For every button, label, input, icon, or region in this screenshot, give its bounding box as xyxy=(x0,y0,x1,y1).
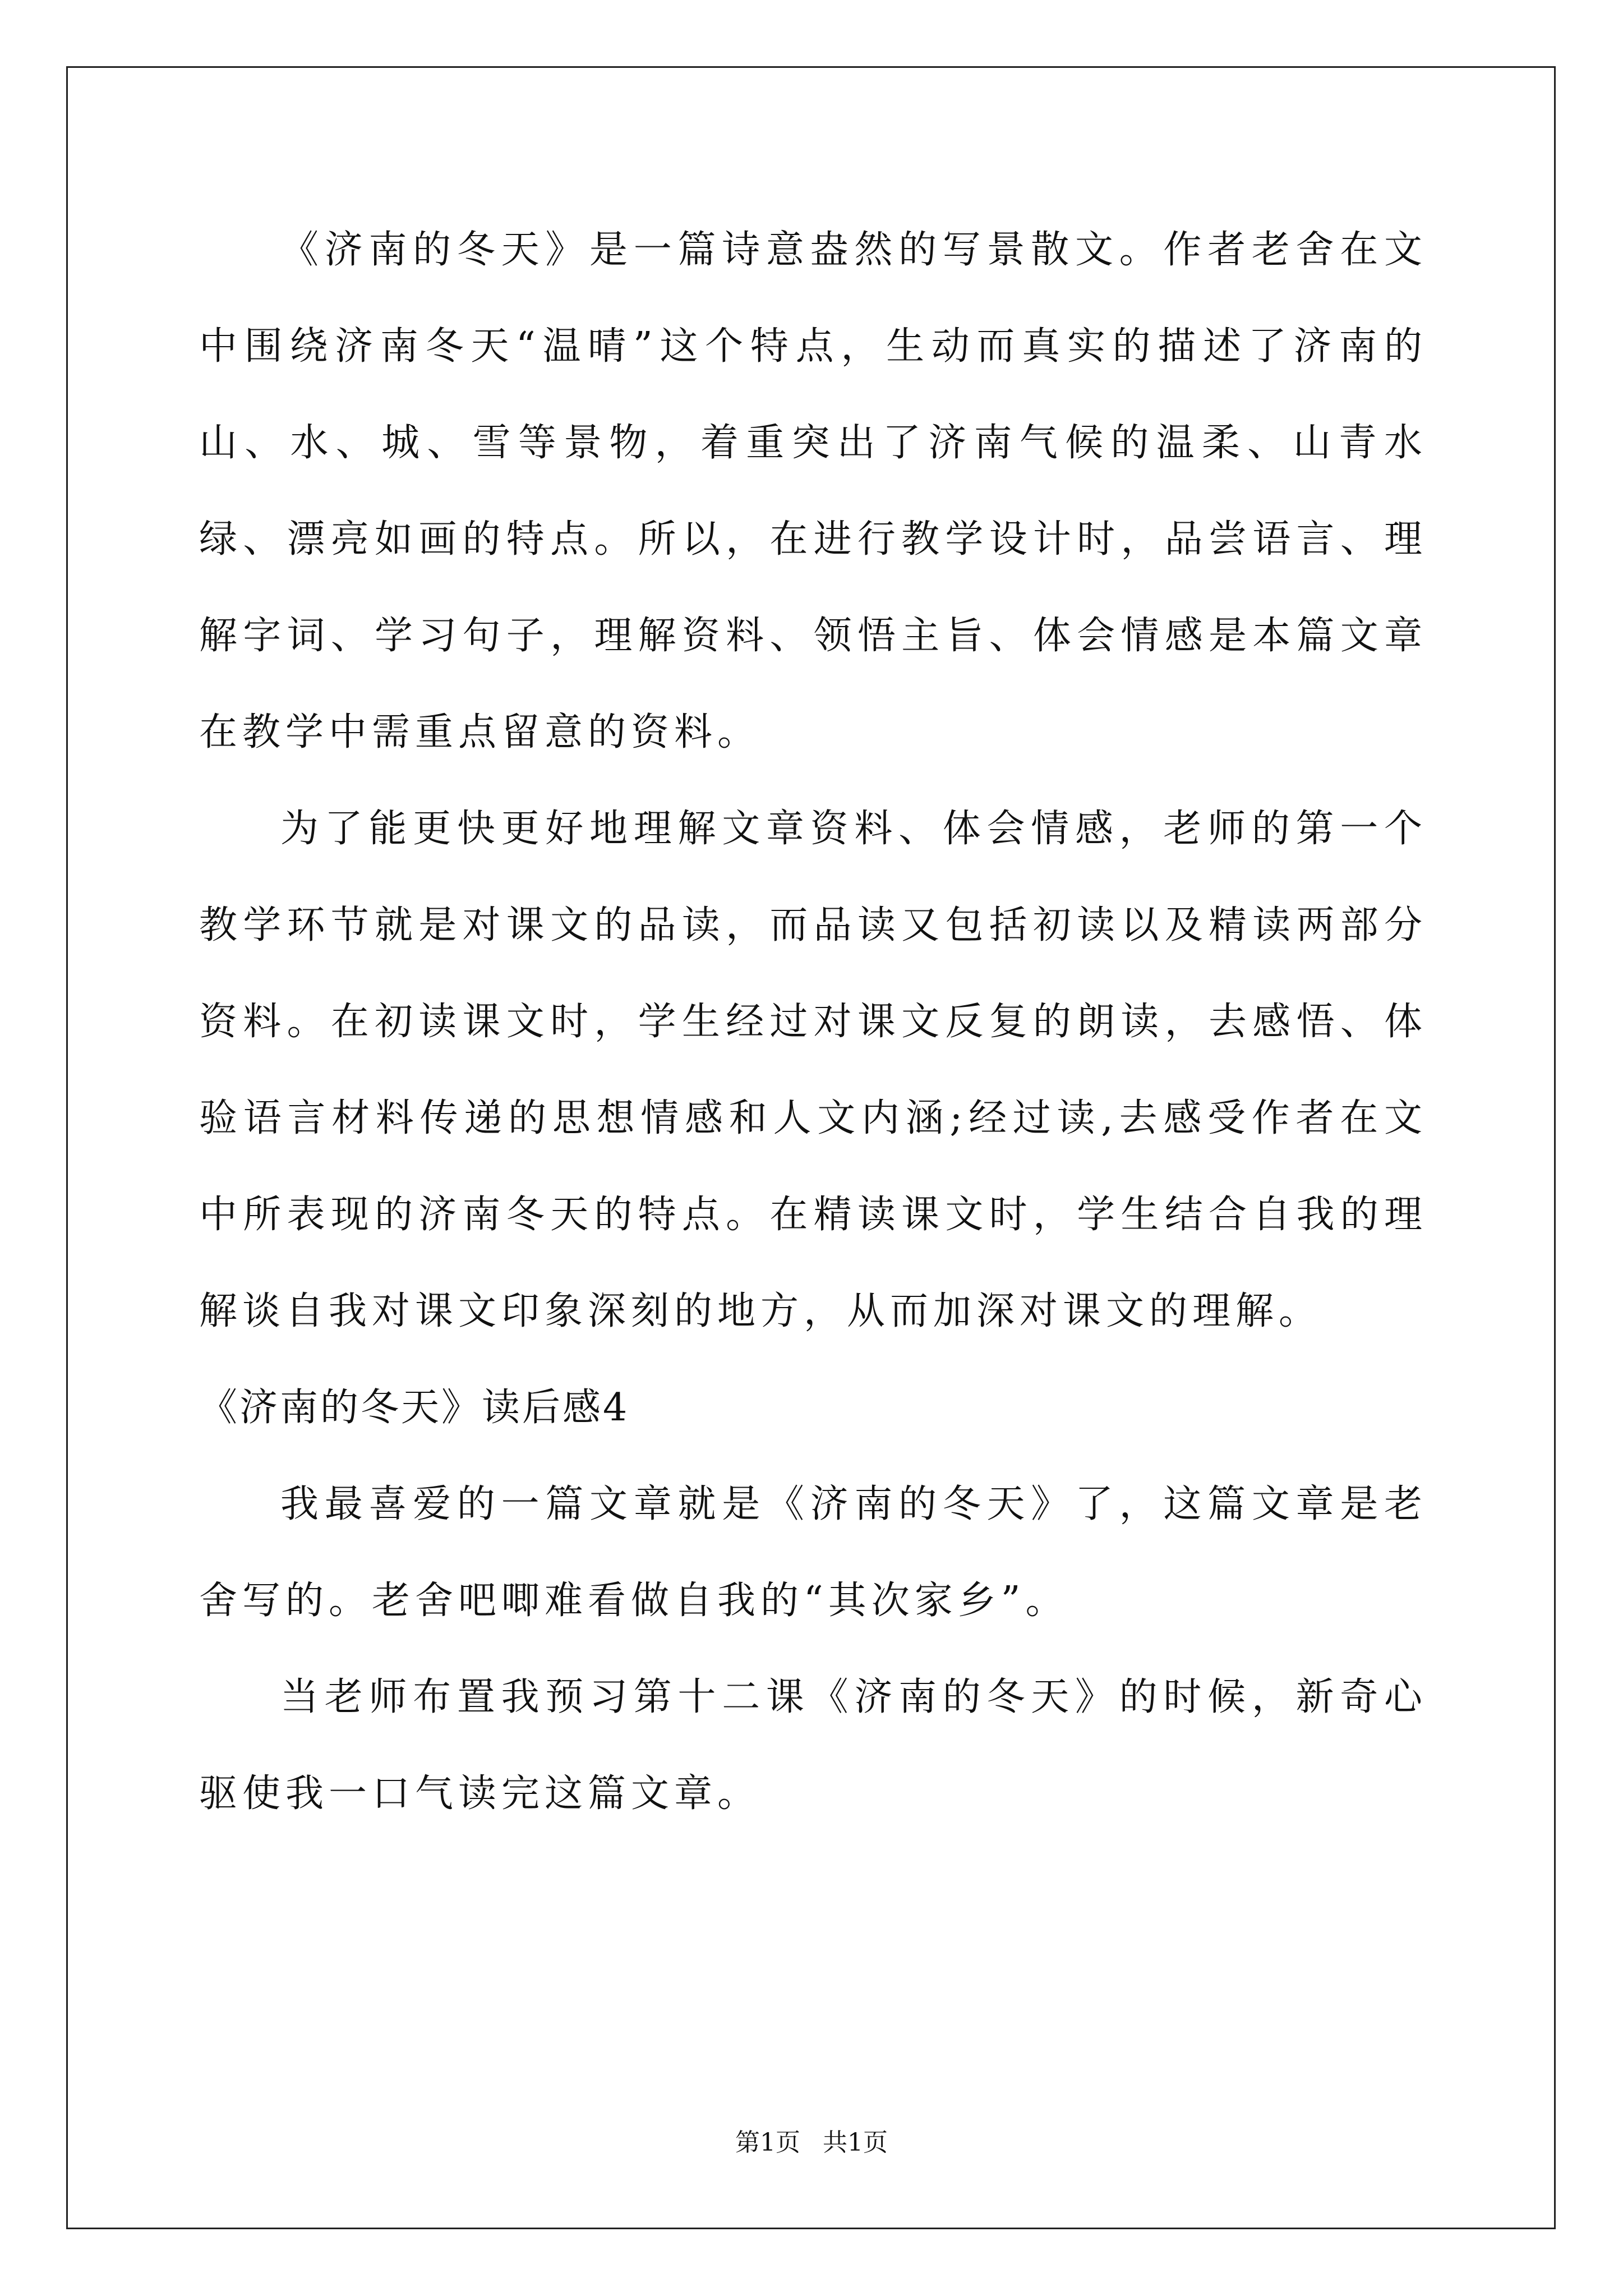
paragraph-1: 《济南的冬天》是一篇诗意盎然的写景散文。作者老舍在文中围绕济南冬天“温晴”这个特点，生动而真实的描述了济南的山、水、城、雪等景物，着重突出了济南气候的温柔、山青水绿、漂亮如画的特点。所以，在进行教学设计时，品尝语言、理解字词、学习句子，理解资料、领悟主旨、体会情感是本篇文章在教学中需重点留意的资料。 xyxy=(199,228,1427,754)
section-heading: 《济南的冬天》读后感4 xyxy=(199,1386,630,1430)
document-body xyxy=(199,202,1427,1842)
paragraph-4: 当老师布置我预习第十二课《济南的冬天》的时候，新奇心驱使我一口气读完这篇文章。 xyxy=(199,1675,1427,1816)
paragraph-2: 为了能更快更好地理解文章资料、体会情感，老师的第一个教学环节就是对课文的品读，而品读又包括初读以及精读两部分资料。在初读课文时，学生经过对课文反复的朗读，去感悟、体验语言材料传递的思想情感和人文内涵;经过读,去感受作者在文中所表现的济南冬天的特点。在精读课文时，学生结合自我的理解谈自我对课文印象深刻的地方，从而加深对课文的理解。 xyxy=(199,807,1427,1333)
page-footer xyxy=(0,2127,1623,2159)
page-number-total: 共1页 xyxy=(823,2128,888,2157)
paragraph-3: 我最喜爱的一篇文章就是《济南的冬天》了，这篇文章是老舍写的。老舍吧唧难看做自我的“其次家乡”。 xyxy=(199,1482,1427,1623)
page-number-current: 第1页 xyxy=(735,2128,800,2157)
